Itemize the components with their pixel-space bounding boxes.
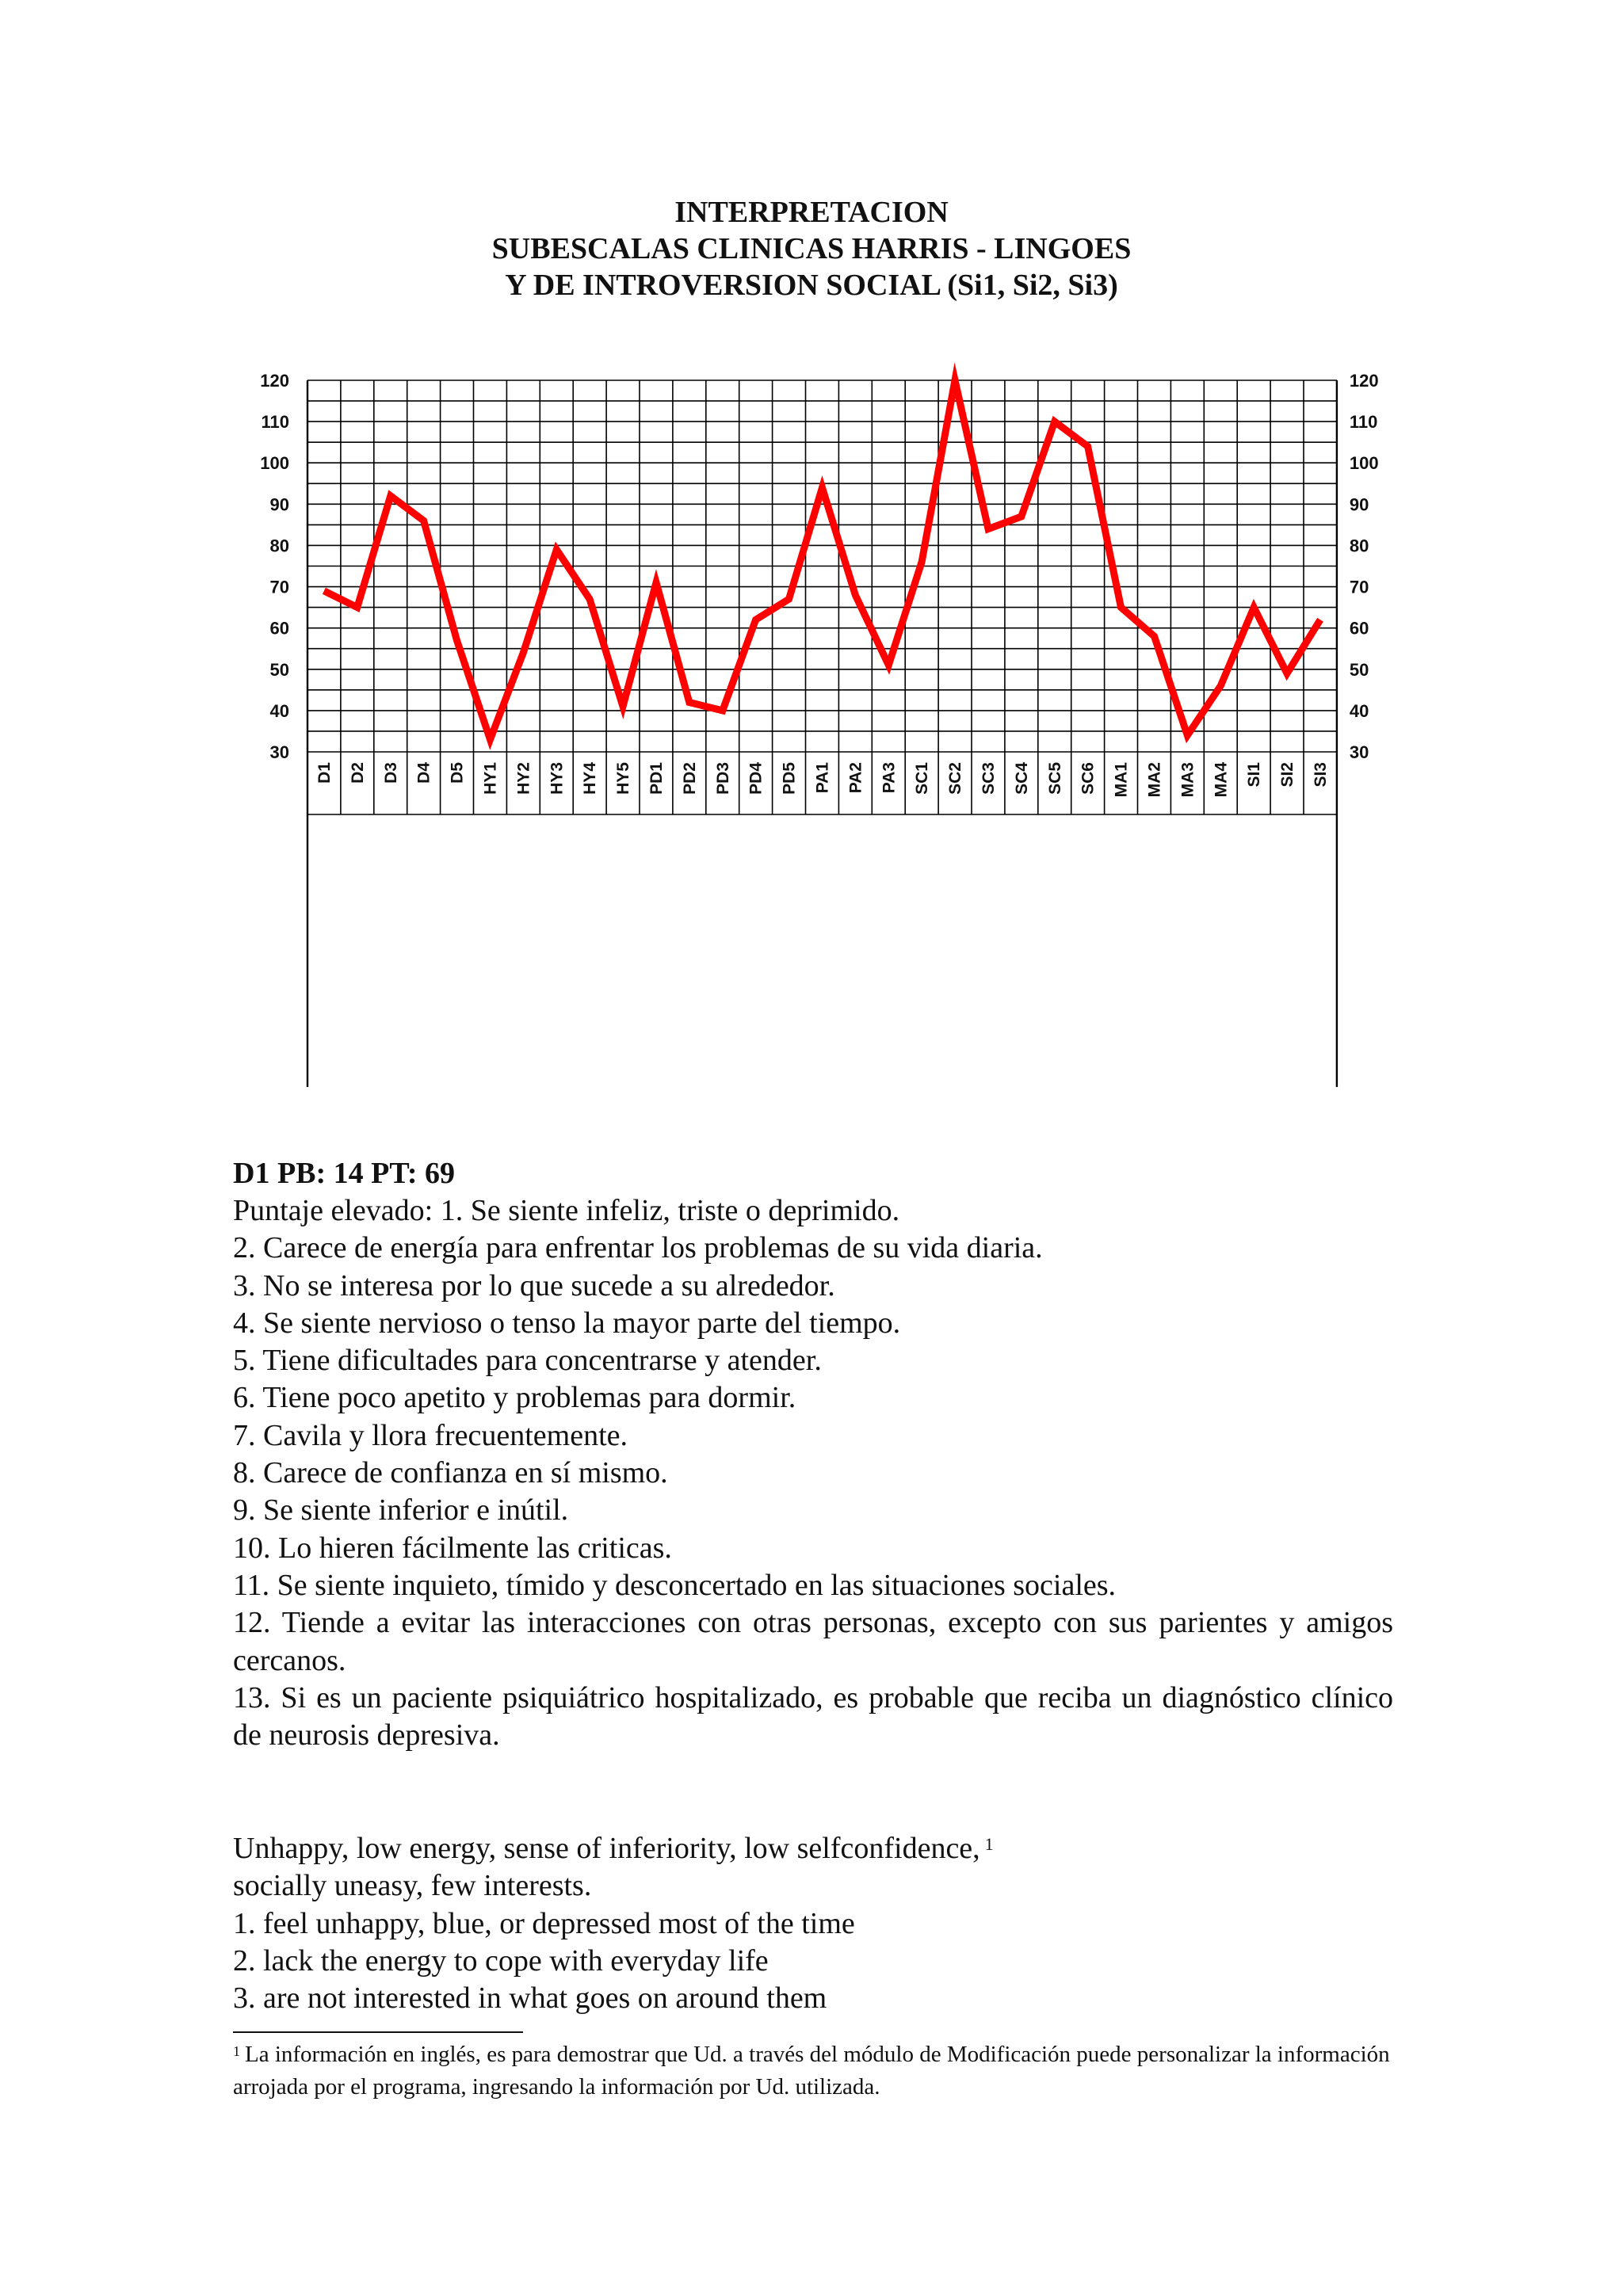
footnote-separator bbox=[233, 2031, 523, 2033]
category-label: MA4 bbox=[1212, 762, 1231, 798]
english-line: 1. feel unhappy, blue, or depressed most of the time bbox=[233, 1906, 855, 1940]
english-line: 2. lack the energy to cope with everyday life bbox=[233, 1943, 769, 1978]
category-label: HY1 bbox=[481, 762, 500, 795]
y-tick-label-right: 80 bbox=[1349, 536, 1369, 556]
d1-line: 10. Lo hieren fácilmente las criticas. bbox=[233, 1531, 672, 1565]
d1-line: 12. Tiende a evitar las interacciones con otras personas, excepto con sus parientes y amigos cercanos. bbox=[233, 1606, 1393, 1677]
d1-line: 9. Se siente inferior e inútil. bbox=[233, 1493, 569, 1527]
y-tick-label-left: 100 bbox=[260, 453, 289, 474]
category-label: D3 bbox=[381, 762, 400, 784]
y-tick-label-left: 90 bbox=[269, 494, 289, 515]
category-label: HY4 bbox=[581, 762, 600, 795]
profile-chart bbox=[0, 349, 1623, 1093]
y-tick-label-left: 50 bbox=[269, 659, 289, 680]
footnote-mark: 1 bbox=[233, 2043, 240, 2059]
category-label: SC1 bbox=[913, 762, 932, 795]
d1-line: Puntaje elevado: 1. Se siente infeliz, triste o deprimido. bbox=[233, 1194, 900, 1227]
d1-description bbox=[233, 1192, 1393, 1754]
y-tick-label-left: 80 bbox=[269, 536, 289, 556]
y-tick-label-left: 60 bbox=[269, 618, 289, 639]
category-label: D2 bbox=[348, 762, 367, 784]
category-label: SI2 bbox=[1278, 762, 1297, 788]
category-label: PD5 bbox=[780, 762, 799, 795]
category-label: HY2 bbox=[514, 762, 533, 795]
chart-category-labels bbox=[315, 762, 1330, 798]
title-line-1: INTERPRETACION bbox=[674, 196, 949, 229]
category-label: MA2 bbox=[1145, 762, 1164, 798]
category-label: PD4 bbox=[747, 762, 766, 795]
category-label: D4 bbox=[414, 762, 433, 784]
category-label: SC4 bbox=[1012, 762, 1031, 795]
english-line-1: Unhappy, low energy, sense of inferiority, low selfconfidence, $^1$ bbox=[233, 1832, 994, 1865]
category-label: D5 bbox=[448, 762, 467, 784]
category-label: SC5 bbox=[1045, 762, 1064, 795]
y-tick-label-right: 50 bbox=[1349, 659, 1369, 680]
d1-line: 13. Si es un paciente psiquiátrico hospitalizado, es probable que reciba un diagnóstico clínico de neurosis depresiva. bbox=[233, 1680, 1393, 1753]
category-label: SI1 bbox=[1245, 762, 1264, 788]
y-tick-label-right: 90 bbox=[1349, 494, 1369, 515]
d1-line: 8. Carece de confianza en sí mismo. bbox=[233, 1456, 668, 1490]
d1-line: 6. Tiene poco apetito y problemas para dormir. bbox=[233, 1381, 796, 1415]
english-description bbox=[233, 1830, 1393, 2017]
category-label: SC2 bbox=[946, 762, 965, 795]
y-tick-label-right: 120 bbox=[1349, 371, 1379, 391]
d1-line: 11. Se siente inquieto, tímido y desconcertado en las situaciones sociales. bbox=[233, 1568, 1117, 1602]
category-label: SC6 bbox=[1079, 762, 1098, 795]
y-tick-label-left: 120 bbox=[260, 371, 289, 391]
d1-line: 3. No se interesa por lo que sucede a su alrededor. bbox=[233, 1268, 835, 1302]
title-line-3: Y DE INTROVERSION SOCIAL (Si1, Si2, Si3) bbox=[505, 269, 1118, 302]
d1-line: 4. Se siente nervioso o tenso la mayor parte del tiempo. bbox=[233, 1306, 901, 1340]
y-tick-label-right: 100 bbox=[1349, 453, 1379, 474]
category-label: SI3 bbox=[1311, 762, 1330, 788]
y-tick-label-right: 70 bbox=[1349, 577, 1369, 597]
footnote-reference: 1 bbox=[984, 1834, 994, 1854]
y-tick-label-right: 40 bbox=[1349, 700, 1369, 721]
y-tick-label-right: 60 bbox=[1349, 618, 1369, 639]
title-line-2: SUBESCALAS CLINICAS HARRIS - LINGOES bbox=[491, 232, 1132, 265]
footnote-text: La información en inglés, es para demostrar que Ud. a través del módulo de Modificación puede personalizar la información arrojada por el programa, ingresando la información por Ud. utilizada. bbox=[233, 2042, 1390, 2100]
category-label: PD1 bbox=[647, 762, 666, 795]
category-label: SC3 bbox=[979, 762, 998, 795]
d1-line: 2. Carece de energía para enfrentar los problemas de su vida diaria. bbox=[233, 1231, 1043, 1265]
y-tick-label-left: 40 bbox=[269, 700, 289, 721]
category-label: MA1 bbox=[1112, 762, 1131, 798]
footnote bbox=[233, 2039, 1393, 2103]
category-label: PA2 bbox=[846, 762, 865, 794]
category-label: MA3 bbox=[1178, 762, 1197, 798]
category-label: PD2 bbox=[680, 762, 699, 795]
category-label: PA1 bbox=[813, 762, 832, 794]
y-tick-label-left: 30 bbox=[269, 742, 289, 762]
english-line: socially uneasy, few interests. bbox=[233, 1869, 592, 1903]
chart-grid bbox=[307, 380, 1337, 814]
english-line: 3. are not interested in what goes on around them bbox=[233, 1981, 827, 2016]
y-tick-label-right: 110 bbox=[1349, 412, 1378, 433]
category-label: HY5 bbox=[614, 762, 633, 795]
d1-heading: D1 PB: 14 PT: 69 bbox=[233, 1157, 456, 1190]
y-tick-label-right: 30 bbox=[1349, 742, 1369, 762]
d1-line: 7. Cavila y llora frecuentemente. bbox=[233, 1418, 628, 1452]
y-tick-label-left: 110 bbox=[261, 412, 289, 433]
category-label: HY3 bbox=[548, 762, 567, 795]
y-tick-label-left: 70 bbox=[269, 577, 289, 597]
category-label: PD3 bbox=[713, 762, 732, 795]
category-label: PA3 bbox=[880, 762, 899, 794]
d1-line: 5. Tiene dificultades para concentrarse y atender. bbox=[233, 1344, 822, 1378]
category-label: D1 bbox=[315, 762, 334, 784]
